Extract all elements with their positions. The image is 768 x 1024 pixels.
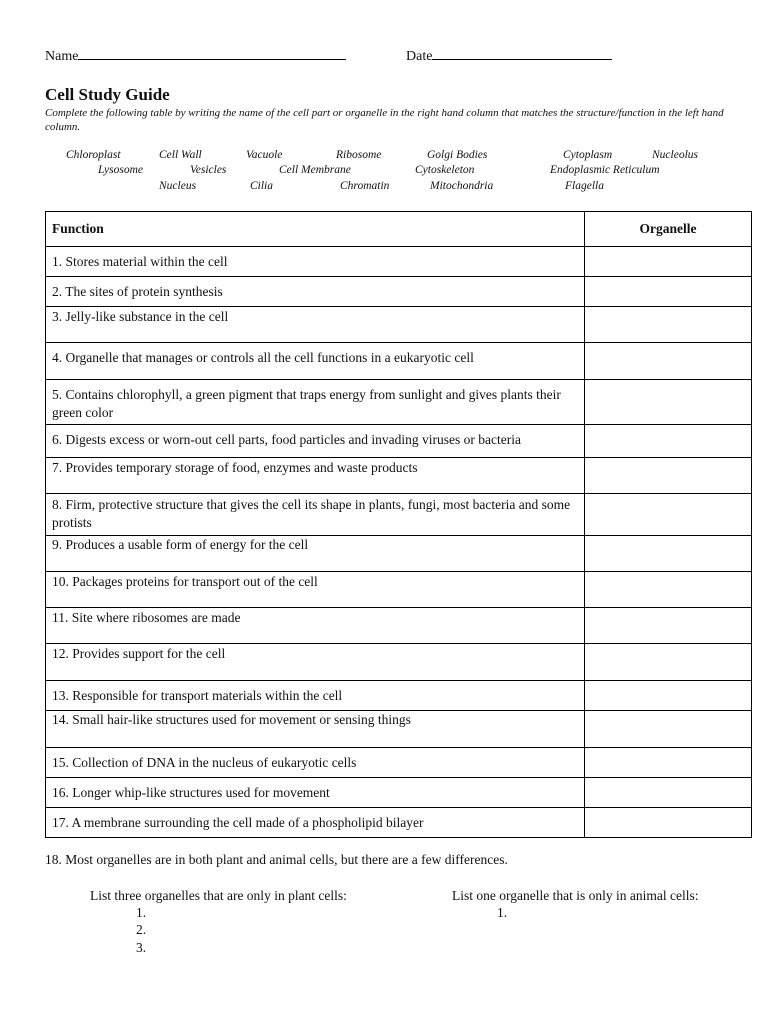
function-cell: 15. Collection of DNA in the nucleus of eukaryotic cells — [46, 748, 585, 778]
organelle-answer-cell[interactable] — [585, 425, 752, 458]
table-row — [46, 536, 752, 572]
date-blank[interactable] — [432, 46, 612, 60]
table-row — [46, 808, 752, 838]
word-bank-term: Cytoskeleton — [415, 164, 475, 176]
organelle-column-header: Organelle — [585, 212, 752, 247]
table-row — [46, 277, 752, 307]
organelle-answer-cell[interactable] — [585, 343, 752, 380]
word-bank-term: Cytoplasm — [563, 149, 613, 161]
animal-cells-prompt: List one organelle that is only in animal cells: — [452, 888, 699, 903]
word-bank-term: Mitochondria — [430, 180, 494, 192]
function-cell: 3. Jelly-like substance in the cell — [46, 307, 585, 343]
organelle-answer-cell[interactable] — [585, 608, 752, 644]
plant-answer-2[interactable]: 2. — [136, 922, 147, 937]
word-bank-term: Vacuole — [246, 149, 283, 161]
table-row — [46, 343, 752, 380]
plant-answer-1[interactable]: 1. — [136, 905, 147, 920]
question-18: 18. Most organelles are in both plant and animal cells, but there are a few differences. — [45, 852, 508, 867]
table-row — [46, 681, 752, 711]
organelle-answer-cell[interactable] — [585, 778, 752, 808]
function-cell: 12. Provides support for the cell — [46, 644, 585, 681]
word-bank-term: Chromatin — [340, 180, 390, 192]
word-bank-term: Endoplasmic Reticulum — [550, 164, 660, 176]
table-row — [46, 247, 752, 277]
function-cell: 2. The sites of protein synthesis — [46, 277, 585, 307]
function-cell: 10. Packages proteins for transport out of the cell — [46, 572, 585, 608]
table-row — [46, 572, 752, 608]
table-row — [46, 380, 752, 425]
table-row — [46, 711, 752, 748]
organelle-answer-cell[interactable] — [585, 247, 752, 277]
plant-answer-3[interactable]: 3. — [136, 940, 147, 955]
plant-cells-prompt: List three organelles that are only in plant cells: — [90, 888, 347, 903]
function-cell: 5. Contains chlorophyll, a green pigment that traps energy from sunlight and gives plants their green color — [46, 380, 585, 425]
word-bank-term: Golgi Bodies — [427, 149, 488, 161]
table-row — [46, 608, 752, 644]
word-bank-term: Ribosome — [336, 149, 382, 161]
organelle-answer-cell[interactable] — [585, 458, 752, 494]
function-cell: 14. Small hair-like structures used for movement or sensing things — [46, 711, 585, 748]
organelle-answer-cell[interactable] — [585, 307, 752, 343]
name-label: Name — [45, 49, 79, 64]
date-line[interactable] — [406, 46, 612, 65]
table-row — [46, 778, 752, 808]
table-row — [46, 307, 752, 343]
table-row — [46, 458, 752, 494]
word-bank-term: Lysosome — [98, 164, 144, 176]
table-row — [46, 494, 752, 536]
word-bank-term: Cell Membrane — [279, 164, 351, 176]
table-header-row — [46, 212, 752, 247]
function-column-header: Function — [46, 212, 585, 247]
organelle-answer-cell[interactable] — [585, 494, 752, 536]
function-cell: 6. Digests excess or worn-out cell parts, food particles and invading viruses or bacteria — [46, 425, 585, 458]
function-cell: 17. A membrane surrounding the cell made of a phospholipid bilayer — [46, 808, 585, 838]
table-row — [46, 644, 752, 681]
page-title: Cell Study Guide — [45, 85, 170, 104]
organelle-answer-cell[interactable] — [585, 277, 752, 307]
organelle-answer-cell[interactable] — [585, 681, 752, 711]
organelle-answer-cell[interactable] — [585, 572, 752, 608]
organelle-answer-cell[interactable] — [585, 748, 752, 778]
instructions: Complete the following table by writing the name of the cell part or organelle in the right hand column that matches the structure/function in the left hand column. — [45, 107, 724, 133]
word-bank-term: Nucleus — [159, 180, 197, 192]
table-row — [46, 748, 752, 778]
function-organelle-table — [45, 211, 752, 838]
word-bank-term: Vesicles — [190, 164, 227, 176]
function-cell: 16. Longer whip-like structures used for movement — [46, 778, 585, 808]
function-cell: 1. Stores material within the cell — [46, 247, 585, 277]
table-row — [46, 425, 752, 458]
name-blank[interactable] — [78, 46, 346, 60]
word-bank-term: Chloroplast — [66, 149, 121, 161]
word-bank-term: Nucleolus — [652, 149, 698, 161]
function-cell: 8. Firm, protective structure that gives the cell its shape in plants, fungi, most bacteria and some protists — [46, 494, 585, 536]
organelle-answer-cell[interactable] — [585, 711, 752, 748]
function-cell: 9. Produces a usable form of energy for the cell — [46, 536, 585, 572]
organelle-answer-cell[interactable] — [585, 536, 752, 572]
function-cell: 11. Site where ribosomes are made — [46, 608, 585, 644]
function-cell: 13. Responsible for transport materials within the cell — [46, 681, 585, 711]
name-line[interactable] — [45, 46, 346, 65]
function-cell: 7. Provides temporary storage of food, enzymes and waste products — [46, 458, 585, 494]
date-label: Date — [406, 49, 433, 64]
word-bank-term: Flagella — [565, 180, 604, 192]
word-bank-term: Cilia — [250, 180, 274, 192]
word-bank-term: Cell Wall — [159, 149, 202, 161]
animal-answer-1[interactable]: 1. — [497, 905, 508, 920]
organelle-answer-cell[interactable] — [585, 380, 752, 425]
organelle-answer-cell[interactable] — [585, 808, 752, 838]
organelle-answer-cell[interactable] — [585, 644, 752, 681]
function-cell: 4. Organelle that manages or controls all the cell functions in a eukaryotic cell — [46, 343, 585, 380]
